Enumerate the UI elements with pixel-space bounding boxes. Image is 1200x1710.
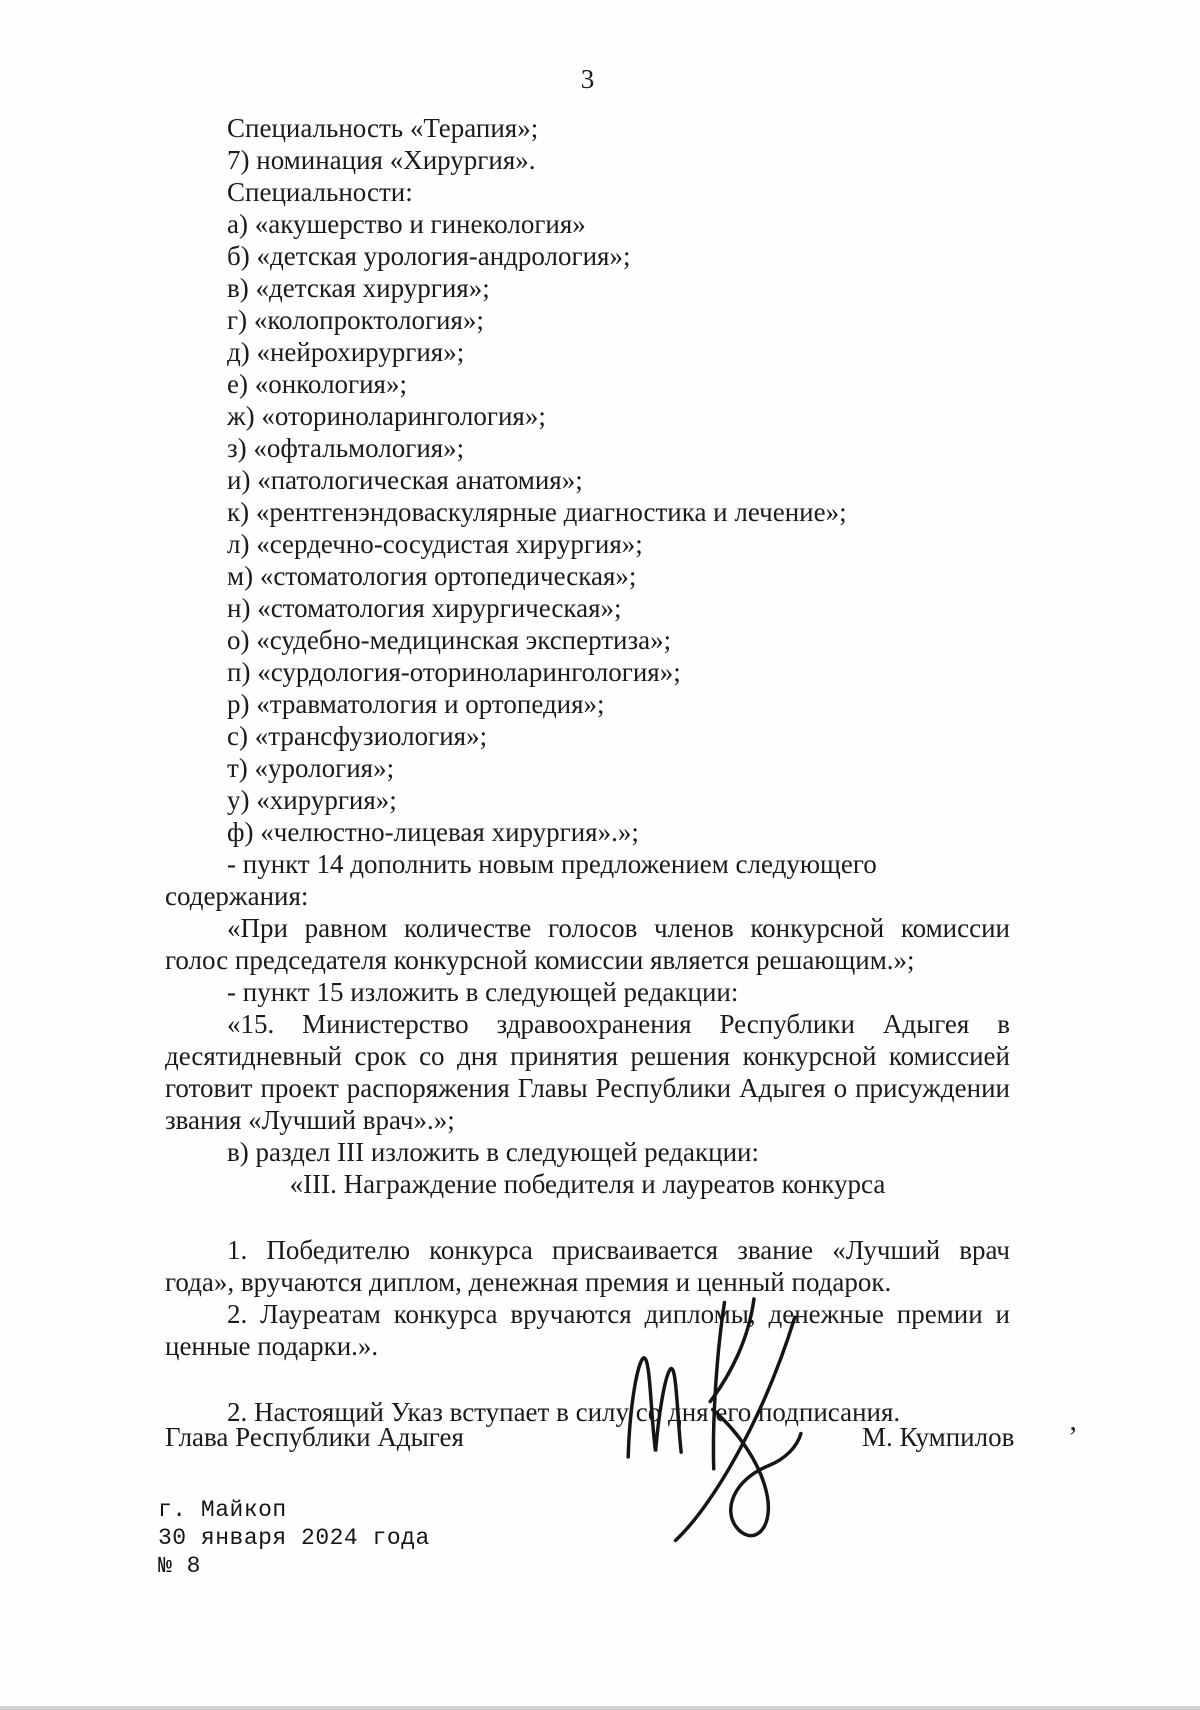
signatory-name: М. Кумпилов [862,1422,1015,1452]
text-line: б) «детская урология-андрология»; [227,241,631,271]
signatory-title: Глава Республики Адыгея [165,1422,464,1452]
footer-date: 30 января 2024 года [158,1525,430,1551]
handwritten-signature [610,1286,845,1552]
footer-number: № 8 [158,1553,201,1579]
page-number: 3 [580,64,595,94]
text-line: в) «детская хирургия»; [227,273,490,303]
text-line: д) «нейрохирургия»; [227,337,465,367]
scan-mark: ‚ [1068,1404,1078,1437]
text-line: - пункт 15 изложить в следующей редакции: [227,977,739,1007]
text-line: «III. Награждение победителя и лауреатов конкурса [289,1169,886,1199]
text-line: 7) номинация «Хирургия». [227,145,536,175]
text-line: к) «рентгенэндоваскулярные диагностика и лечение»; [227,497,847,527]
text-line: 2. Настоящий Указ вступает в силу со дня его подписания. [227,1397,901,1427]
text-line: ф) «челюстно-лицевая хирургия».»; [227,817,639,847]
text-line: м) «стоматология ортопедическая»; [227,561,637,591]
text-line: г) «колопроктология»; [227,305,484,335]
text-line: п) «сурдология-оториноларингология»; [227,657,681,687]
text-line: 2. Лауреатам конкурса вручаются дипломы, денежные премии и ценные подарки.». [165,1299,1010,1361]
text-line: з) «офтальмология»; [227,433,465,463]
text-line: е) «онкология»; [227,369,407,399]
text-line: 1. Победителю конкурса присваивается звание «Лучший врач года», вручаются диплом, денежная премия и ценный подарок. [165,1235,1010,1297]
text-line: р) «травматология и ортопедия»; [227,689,605,719]
text-line: в) раздел III изложить в следующей редакции: [227,1137,759,1167]
text-line: Специальность «Терапия»; [227,113,539,143]
text-line: о) «судебно-медицинская экспертиза»; [227,625,672,655]
text-line: - пункт 14 дополнить новым предложением следующего содержания: [165,849,877,911]
footer-block [158,1496,430,1580]
text-line: Специальности: [227,177,413,207]
text-line: у) «хирургия»; [227,785,397,815]
text-line: н) «стоматология хирургическая»; [227,593,622,623]
scan-edge [0,1706,1200,1710]
text-line: с) «трансфузиология»; [227,721,488,751]
text-line: т) «урология»; [227,753,395,783]
text-line: а) «акушерство и гинекология» [227,209,586,239]
document-body [165,112,1010,1428]
text-line: л) «сердечно-сосудистая хирургия»; [227,529,643,559]
text-line: «15. Министерство здравоохранения Республики Адыгея в десятидневный срок со дня принятия решения конкурсной комиссией готовит проект распоряжения Главы Республики Адыгея о присуждении звания «Лучший врач».»; [165,1009,1010,1135]
footer-city: г. Майкоп [158,1497,287,1523]
text-line: ж) «оториноларингология»; [227,401,546,431]
text-line: и) «патологическая анатомия»; [227,465,583,495]
text-line: «При равном количестве голосов членов конкурсной комиссии голос председателя конкурсной комиссии является решающим.»; [165,913,1010,975]
